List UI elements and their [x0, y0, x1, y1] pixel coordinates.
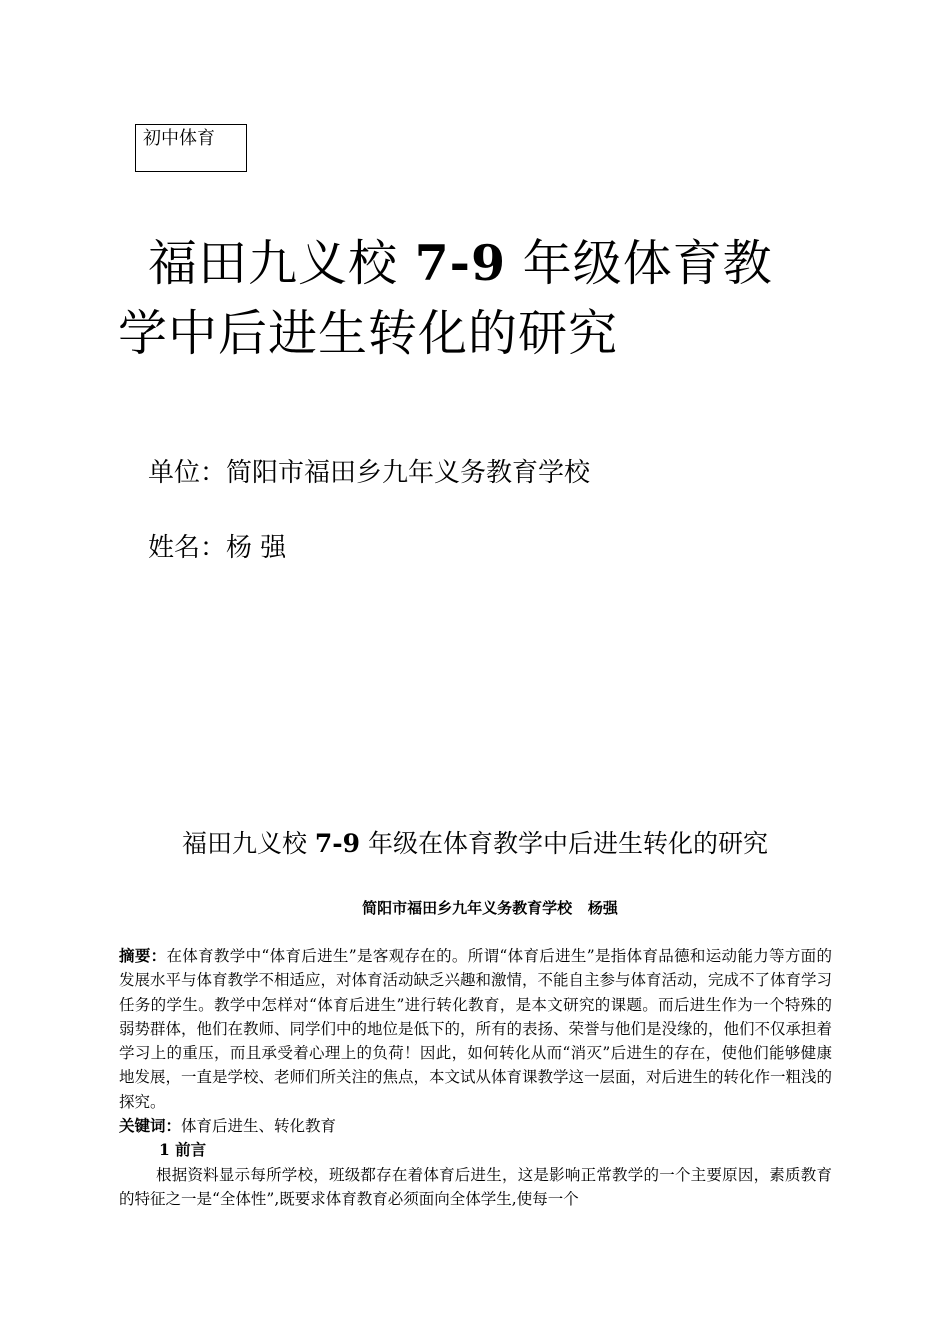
abstract-label: 摘要：	[119, 947, 167, 965]
paper-title-end: 年级在体育教学中后进生转化的研究	[360, 829, 769, 858]
cover-title-line-1	[118, 228, 838, 299]
abstract-paragraph	[119, 944, 832, 1114]
paper-byline: 简阳市福田乡九年义务教育学校 杨强	[362, 899, 618, 917]
category-label: 初中体育	[143, 128, 215, 149]
category-label-box	[135, 124, 247, 172]
cover-author-name: 姓名：杨 强	[148, 533, 287, 563]
keywords-paragraph	[119, 1114, 832, 1138]
paper-title-start: 福田九义校	[181, 829, 315, 858]
cover-title	[118, 228, 838, 369]
cover-unit: 单位：简阳市福田乡九年义务教育学校	[148, 458, 591, 488]
keywords-label: 关键词：	[119, 1117, 182, 1136]
paper-title	[0, 826, 950, 862]
cover-title-line-2: 学中后进生转化的研究	[118, 305, 619, 362]
keywords-text: 体育后进生、转化教育	[181, 1117, 337, 1136]
paper-body	[119, 944, 832, 1211]
cover-title-line-1-start: 福田九义校	[148, 235, 415, 292]
section-paragraph: 根据资料显示每所学校，班级都存在着体育后进生，这是影响正常教学的一个主要原因，素质教育的特征之一是“全体性”,既要求体育教育必须面向全体学生,使每一个	[119, 1165, 832, 1208]
paper-title-grade-range: 7-9	[314, 829, 361, 858]
cover-title-line-1-end: 年级体育教	[506, 235, 773, 292]
section-heading: 1 前言	[159, 1140, 207, 1160]
abstract-text: 在体育教学中“体育后进生”是客观存在的。所谓“体育后进生”是指体育品德和运动能力等方面的发展水平与体育教学不相适应，对体育活动缺乏兴趣和激情，不能自主参与体育活动，完成不了体育学习任务的学生。教学中怎样对“体育后进生”进行转化教育，是本文研究的课题。而后进生作为一个特殊的弱势群体，他们在教师、同学们中的地位是低下的，所有的表扬、荣誉与他们是没缘的，他们不仅承担着学习上的重压，而且承受着心理上的负荷！因此，如何转化从而“消灭”后进生的存在，使他们能够健康地发展，一直是学校、老师们所关注的焦点，本文试从体育课教学这一层面，对后进生的转化作一粗浅的探究。	[119, 947, 833, 1111]
cover-title-grade-range: 7-9	[414, 234, 507, 292]
